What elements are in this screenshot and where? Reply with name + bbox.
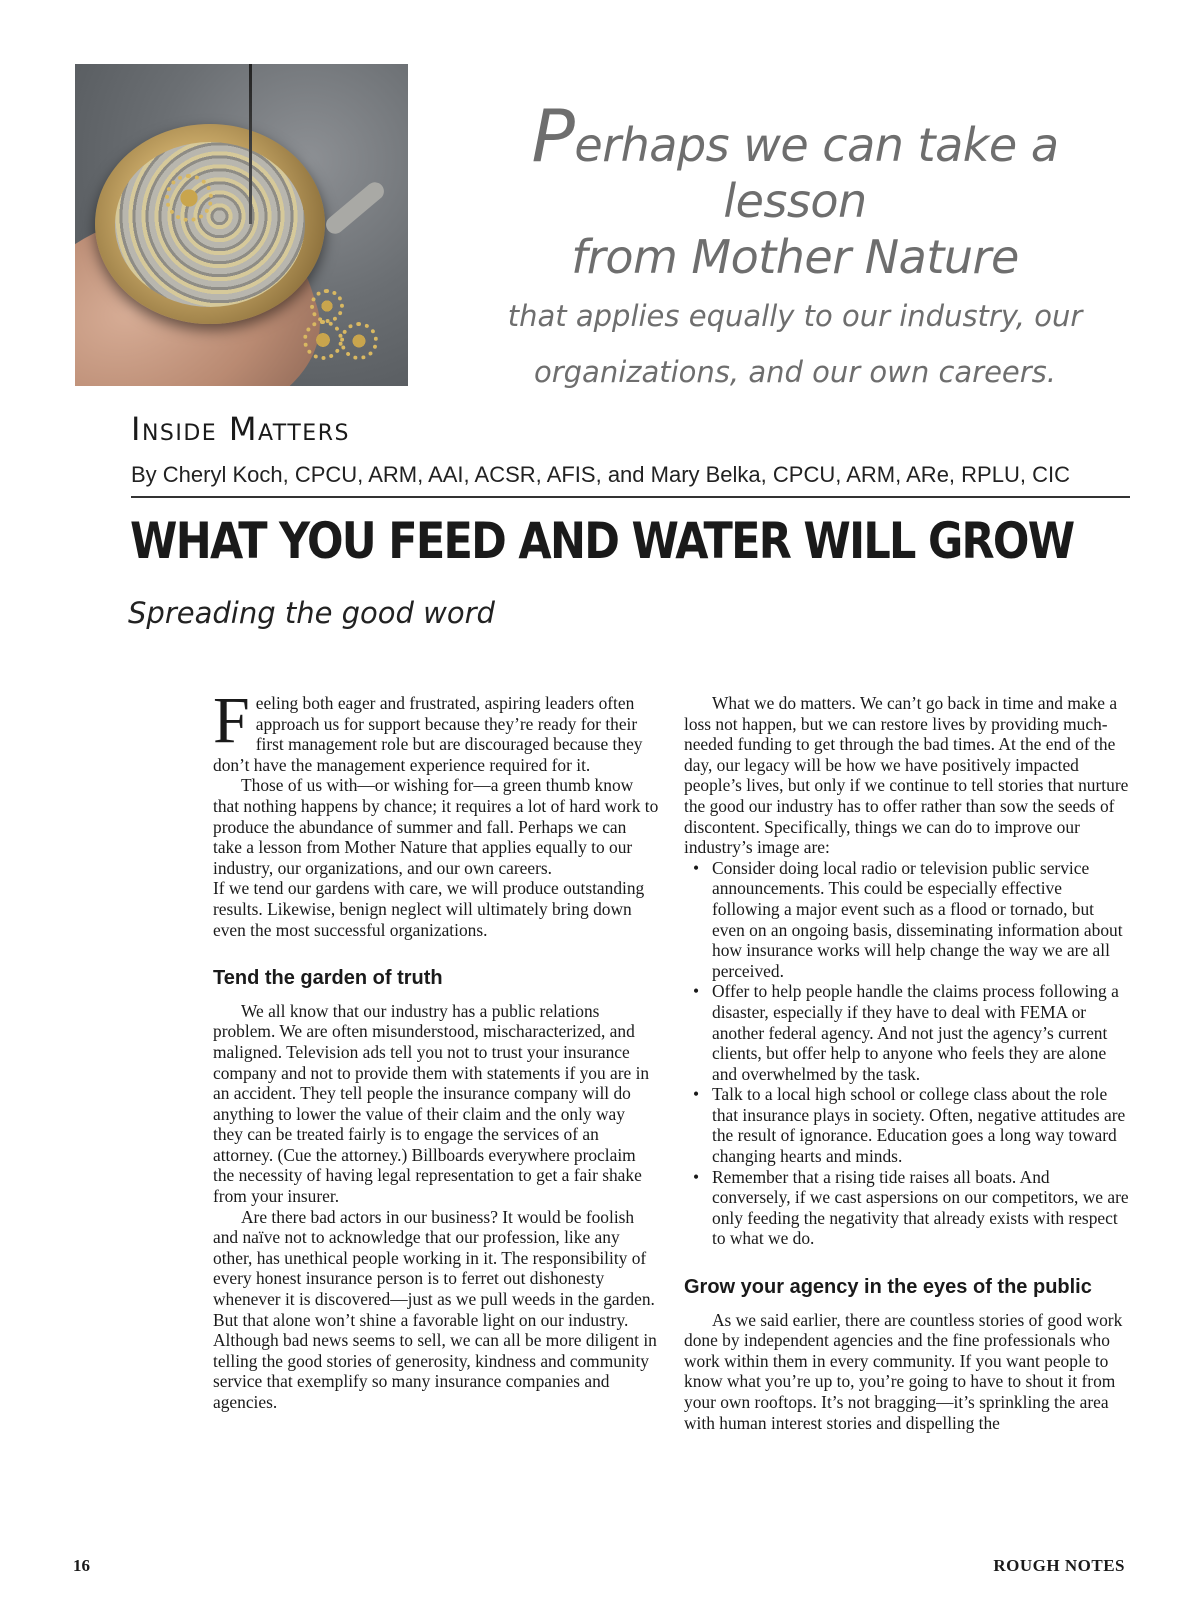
dek: Spreading the good word [128,596,495,630]
paragraph: Those of us with—or wishing for—a green thumb know that nothing happens by chance; it requires a lot of hard work to produce the abundance of summer and fall. Perhaps we can take a lesson from Mother Nature that applies equally to our industry, our organizations, and our own careers. [213,775,659,878]
drop-cap: F [213,684,250,757]
department-title: Inside Matters [131,410,350,448]
headline: WHAT YOU FEED AND WATER WILL GROW [130,512,1074,570]
hero-photo-watch-repair [75,64,408,386]
pull-quote-cap: P [531,94,575,178]
list-item: • Consider doing local radio or television public service announcements. This could be especially effective following a major event such as a flood or tornado, but even on an ongoing basis, disseminating information about how insurance works will help change the way we are all perceived. [712,858,1130,982]
paragraph: What we do matters. We can’t go back in time and make a loss not happen, but we can restore lives by providing much-needed funding to get through the bad times. At the end of the day, our legacy will be how we have positively impacted people’s lives, but only if we continue to tell stories that nurture the good our industry has to offer rather than sow the seeds of discontent. Specifically, things we can do to improve our industry’s image are: [684,693,1129,858]
tool-needle [249,64,252,224]
subhead: Grow your agency in the eyes of the public [684,1276,1092,1299]
bullet-list [684,858,1130,1249]
paragraph: Feeling both eager and frustrated, aspiring leaders often approach us for support because they’re ready for their first management role but are discouraged because they don’t have the management experience required for it. [213,684,643,775]
pull-quote-line3: that applies equally to our industry, our [507,299,1083,333]
gear-icon [303,320,343,360]
watch-movement [115,142,305,307]
gear-icon [310,289,344,323]
gear-icon [340,322,378,360]
paragraph: If we tend our gardens with care, we will produce outstanding results. Likewise, benign neglect will ultimately bring down even the most successful organizations. [213,878,645,940]
left-column [213,684,659,1413]
paragraph: Are there bad actors in our business? It would be foolish and naïve not to acknowledge that our profession, like any other, has unethical people working in it. The responsibility of every honest insurance person is to ferret out dishonesty whenever it is discovered—just as we pull weeds in the garden. But that alone won’t shine a favorable light on our industry. Although bad news seems to sell, we can all be more diligent in telling the good stories of generosity, kindness and community service that exemplify so many insurance companies and agencies. [213,1206,657,1412]
list-item: • Talk to a local high school or college class about the role that insurance plays in society. Often, negative attitudes are the result of ignorance. Education goes a long way toward changing hearts and minds. [712,1084,1130,1166]
magazine-name: ROUGH NOTES [993,1556,1125,1575]
paragraph: We all know that our industry has a public relations problem. We are often misunderstood, mischaracterized, and maligned. Television ads tell you not to trust your insurance company and not to provide them with statements if you are in an accident. They tell people the insurance company will do anything to lower the value of their claim and the only way they can be treated fairly is to engage the services of an attorney. (Cue the attorney.) Billboards everywhere proclaim the necessity of having legal representation to get a fair shake from your insurer. [213,1000,650,1207]
right-column [684,693,1130,1433]
pull-quote [455,94,1135,397]
watch-part [322,179,387,238]
paragraph: As we said earlier, there are countless stories of good work done by independent agencies and the fine professionals who work within them in every community. If you want people to know what you’re up to, you’re going to have to shout it from your own rooftops. It’s not bragging—it’s sprinkling the area with human interest stories and dispelling the [684,1309,1123,1433]
pull-quote-line2: from Mother Nature [571,230,1019,284]
list-item: • Remember that a rising tide raises all boats. And conversely, if we cast aspersions on our competitors, we are only feeding the negativity that already exists with respect to what we do. [712,1167,1130,1249]
pull-quote-line4: organizations, and our own careers. [533,355,1057,389]
list-item: • Offer to help people handle the claims process following a disaster, especially if they have to deal with FEMA or another federal agency. And not just the agency’s current clients, but offer help to anyone who feels they are alone and overwhelmed by the task. [712,981,1130,1084]
pull-quote-line1: Perhaps we can take a lesson [531,94,1059,228]
subhead: Tend the garden of truth [213,967,443,990]
gear-icon [165,174,213,222]
page-number: 16 [73,1556,90,1575]
byline: By Cheryl Koch, CPCU, ARM, AAI, ACSR, AFIS, and Mary Belka, CPCU, ARM, ARe, RPLU, CIC [131,462,1130,498]
